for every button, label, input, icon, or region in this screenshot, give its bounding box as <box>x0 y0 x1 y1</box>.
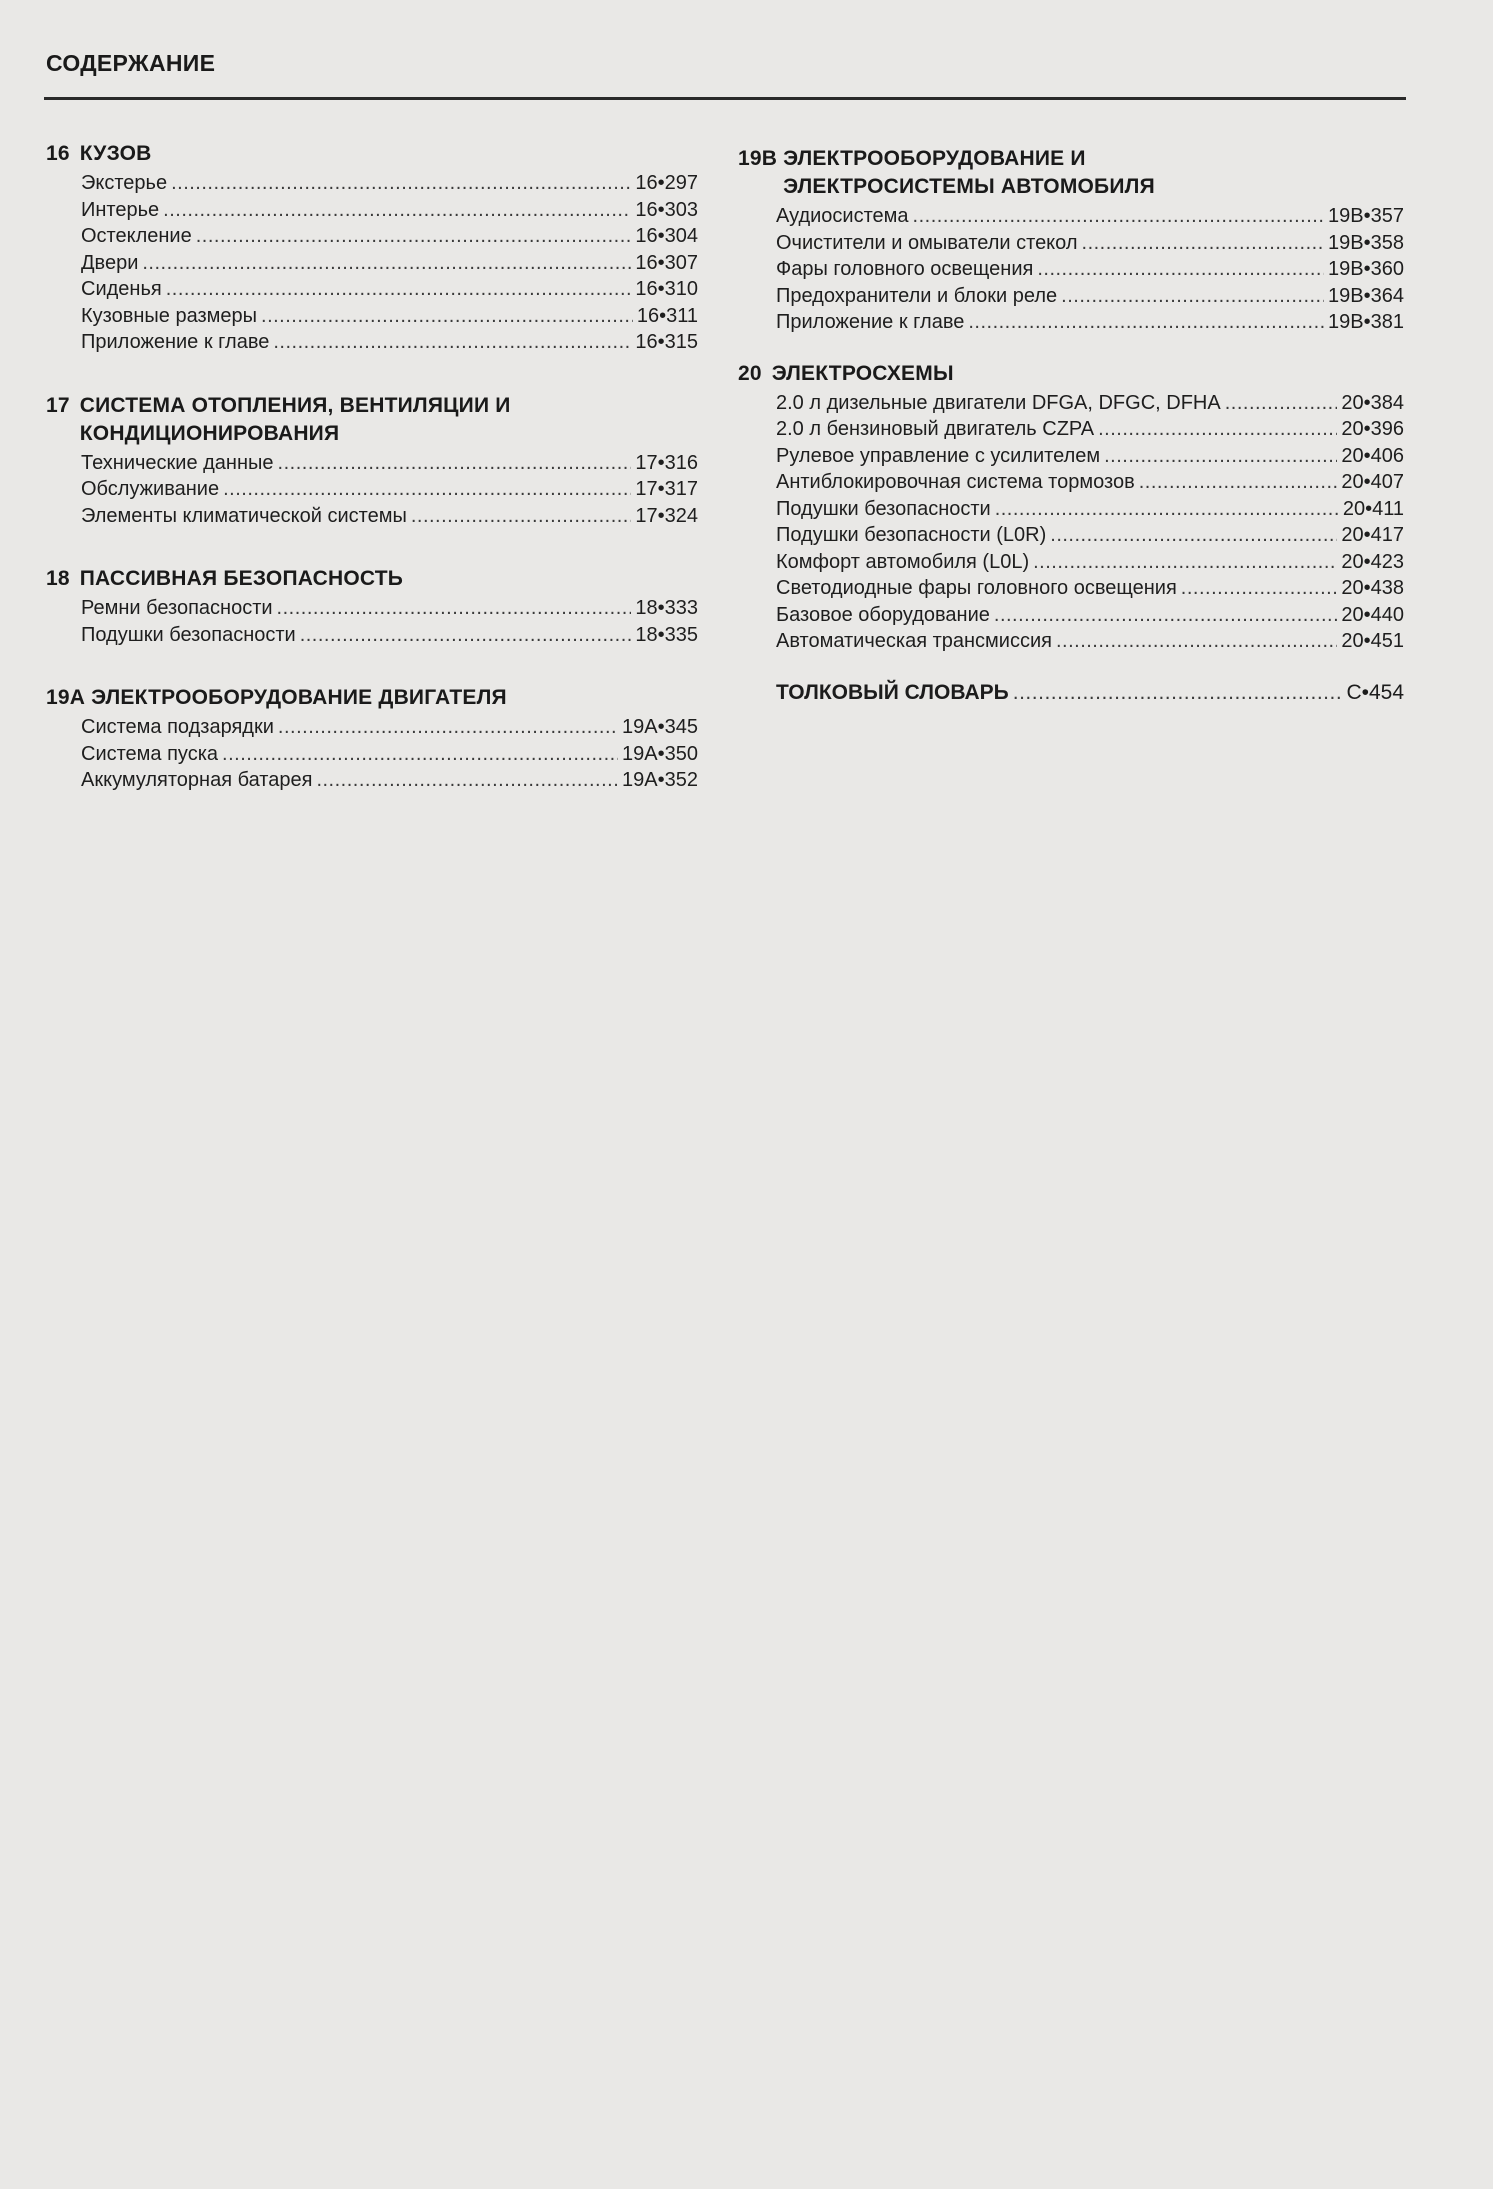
entry-label: Подушки безопасности <box>776 497 991 520</box>
entry-page: 19В•364 <box>1328 284 1404 307</box>
dot-leader <box>1225 390 1338 417</box>
dot-leader <box>1050 522 1337 549</box>
toc-entry[interactable] <box>46 622 698 649</box>
glossary-label: ТОЛКОВЫЙ СЛОВАРЬ <box>776 680 1009 704</box>
entry-page: 16•307 <box>635 251 698 274</box>
entry-label: Аудиосистема <box>776 205 909 227</box>
dot-leader <box>223 476 631 503</box>
toc-entry[interactable] <box>738 203 1404 230</box>
entry-page: 20•384 <box>1341 391 1404 414</box>
dot-leader <box>1082 230 1325 257</box>
dot-leader <box>1181 575 1338 602</box>
entry-page: 20•417 <box>1341 524 1404 546</box>
dot-leader <box>316 767 618 794</box>
toc-left-column <box>46 140 698 830</box>
entry-label: Подушки безопасности (L0R) <box>776 524 1047 546</box>
section-heading <box>46 392 698 448</box>
dot-leader <box>1098 416 1337 443</box>
dot-leader <box>913 203 1325 230</box>
entry-label: Фары головного освещения <box>776 258 1034 280</box>
entry-label: Обслуживание <box>81 478 220 500</box>
toc-section-20 <box>738 360 1404 655</box>
entry-page: 20•411 <box>1342 497 1404 520</box>
entry-page: 20•406 <box>1341 444 1404 467</box>
entry-page: 20•407 <box>1341 471 1404 493</box>
dot-leader <box>196 223 632 250</box>
entry-page: 19А•352 <box>622 769 698 791</box>
toc-entry[interactable] <box>46 450 698 477</box>
dot-leader <box>273 329 631 356</box>
entry-page: 19В•360 <box>1328 258 1404 280</box>
entry-page: 16•315 <box>635 331 698 353</box>
entry-label: 2.0 л дизельные двигатели DFGA, DFGC, DFHA <box>776 391 1221 414</box>
entry-page: 17•324 <box>635 504 698 527</box>
toc-entry[interactable] <box>738 309 1404 336</box>
toc-entry[interactable] <box>46 170 698 197</box>
dot-leader <box>222 741 618 768</box>
toc-entry[interactable] <box>738 575 1404 602</box>
toc-entry[interactable] <box>738 549 1404 576</box>
section-title: ПАССИВНАЯ БЕЗОПАСНОСТЬ <box>79 567 404 590</box>
entry-page: 18•335 <box>635 623 698 646</box>
entry-label: Автоматическая трансмиссия <box>776 630 1052 652</box>
toc-entry[interactable] <box>738 469 1404 496</box>
entry-page: 20•423 <box>1341 550 1404 573</box>
section-title: КУЗОВ <box>79 142 152 165</box>
entry-label: Антиблокировочная система тормозов <box>776 471 1135 493</box>
toc-entry[interactable] <box>738 390 1404 417</box>
entry-label: Система подзарядки <box>81 716 274 738</box>
toc-entry[interactable] <box>46 223 698 250</box>
toc-section-19a <box>46 684 698 794</box>
toc-entry[interactable] <box>738 256 1404 283</box>
section-heading <box>738 360 1404 388</box>
dot-leader <box>300 622 632 649</box>
entry-label: Двери <box>81 251 139 274</box>
dot-leader <box>1139 469 1338 496</box>
entry-page: 19В•381 <box>1328 311 1404 333</box>
entry-page: 19А•345 <box>622 716 698 738</box>
section-title: СИСТЕМА ОТОПЛЕНИЯ, ВЕНТИЛЯЦИИ И КОНДИЦИОНИРОВАНИЯ <box>79 393 511 445</box>
dot-leader <box>995 496 1339 523</box>
dot-leader <box>1013 679 1343 707</box>
toc-right-column <box>738 145 1404 707</box>
entry-label: Рулевое управление с усилителем <box>776 444 1101 467</box>
toc-entry[interactable] <box>738 416 1404 443</box>
entry-label: Остекление <box>81 225 192 247</box>
entry-page: 17•317 <box>635 478 698 500</box>
section-number: 19А <box>46 686 86 709</box>
entry-page: 20•440 <box>1341 603 1404 626</box>
dot-leader <box>277 595 632 622</box>
entry-page: 16•297 <box>635 172 698 194</box>
dot-leader <box>1056 628 1337 655</box>
entry-label: Аккумуляторная батарея <box>81 769 313 791</box>
dot-leader <box>261 303 633 330</box>
toc-entry[interactable] <box>46 741 698 768</box>
entry-label: Очистители и омыватели стекол <box>776 231 1078 254</box>
section-number: 17 <box>46 393 70 417</box>
toc-entry[interactable] <box>46 595 698 622</box>
entry-label: Система пуска <box>81 742 219 765</box>
entry-label: Приложение к главе <box>81 331 270 353</box>
dot-leader <box>968 309 1324 336</box>
entry-page: 16•304 <box>635 225 698 247</box>
entry-page: 16•310 <box>635 278 698 300</box>
entry-label: Экстерье <box>81 172 168 194</box>
dot-leader <box>171 170 631 197</box>
entry-page: 19В•358 <box>1328 231 1404 254</box>
section-heading <box>738 145 1404 201</box>
entry-label: Технические данные <box>81 451 274 474</box>
section-number: 20 <box>738 361 762 385</box>
section-heading <box>46 565 698 593</box>
section-number: 16 <box>46 142 70 165</box>
toc-entry[interactable] <box>738 602 1404 629</box>
toc-section-19b <box>738 145 1404 336</box>
toc-entry[interactable] <box>738 522 1404 549</box>
dot-leader <box>994 602 1337 629</box>
dot-leader <box>166 276 632 303</box>
toc-entry[interactable] <box>46 250 698 277</box>
entry-page: 20•396 <box>1341 418 1404 440</box>
entry-page: 20•438 <box>1341 577 1404 599</box>
page-title: СОДЕРЖАНИЕ <box>46 50 216 76</box>
dot-leader <box>411 503 632 530</box>
entry-label: Кузовные размеры <box>81 304 258 327</box>
section-title: ЭЛЕКТРООБОРУДОВАНИЕ И ЭЛЕКТРОСИСТЕМЫ АВТОМОБИЛЯ <box>783 147 1155 198</box>
toc-section-16 <box>46 140 698 356</box>
entry-page: 20•451 <box>1341 630 1404 652</box>
section-number: 18 <box>46 567 70 590</box>
toc-entry[interactable] <box>46 303 698 330</box>
entry-label: Интерье <box>81 198 160 221</box>
entry-page: 16•303 <box>635 198 698 221</box>
glossary-page: С•454 <box>1346 680 1404 704</box>
section-heading <box>46 140 698 168</box>
entry-page: 16•311 <box>636 304 698 327</box>
dot-leader <box>1037 256 1324 283</box>
entry-label: Элементы климатической системы <box>81 504 407 527</box>
toc-entry[interactable] <box>46 767 698 794</box>
entry-label: Приложение к главе <box>776 311 965 333</box>
toc-entry[interactable] <box>738 443 1404 470</box>
toc-entry[interactable] <box>46 197 698 224</box>
dot-leader <box>163 197 631 224</box>
section-title: ЭЛЕКТРОСХЕМЫ <box>771 361 954 385</box>
section-title: ЭЛЕКТРООБОРУДОВАНИЕ ДВИГАТЕЛЯ <box>91 686 507 709</box>
entry-label: Сиденья <box>81 278 162 300</box>
header-divider <box>44 97 1406 100</box>
section-heading <box>46 684 698 712</box>
entry-label: Базовое оборудование <box>776 603 990 626</box>
toc-entry[interactable] <box>46 476 698 503</box>
toc-entry[interactable] <box>46 276 698 303</box>
dot-leader <box>142 250 631 277</box>
entry-label: Светодиодные фары головного освещения <box>776 577 1177 599</box>
toc-section-18 <box>46 565 698 648</box>
toc-entry[interactable] <box>738 283 1404 310</box>
toc-entry[interactable] <box>738 230 1404 257</box>
dot-leader <box>1104 443 1337 470</box>
section-number: 19В <box>738 147 778 170</box>
toc-entry[interactable] <box>46 503 698 530</box>
dot-leader <box>278 714 618 741</box>
dot-leader <box>1061 283 1324 310</box>
toc-glossary-entry[interactable] <box>738 679 1404 707</box>
entry-page: 18•333 <box>635 597 698 619</box>
entry-label: Ремни безопасности <box>81 597 273 619</box>
toc-section-17 <box>46 392 698 530</box>
toc-entry[interactable] <box>738 628 1404 655</box>
entry-page: 17•316 <box>635 451 698 474</box>
dot-leader <box>1033 549 1337 576</box>
entry-label: Предохранители и блоки реле <box>776 284 1058 307</box>
entry-label: 2.0 л бензиновый двигатель CZPA <box>776 418 1095 440</box>
entry-label: Комфорт автомобиля (L0L) <box>776 550 1030 573</box>
entry-label: Подушки безопасности <box>81 623 296 646</box>
dot-leader <box>278 450 632 477</box>
toc-entry[interactable] <box>46 329 698 356</box>
toc-entry[interactable] <box>738 496 1404 523</box>
entry-page: 19А•350 <box>622 742 698 765</box>
toc-entry[interactable] <box>46 714 698 741</box>
entry-page: 19В•357 <box>1328 205 1404 227</box>
